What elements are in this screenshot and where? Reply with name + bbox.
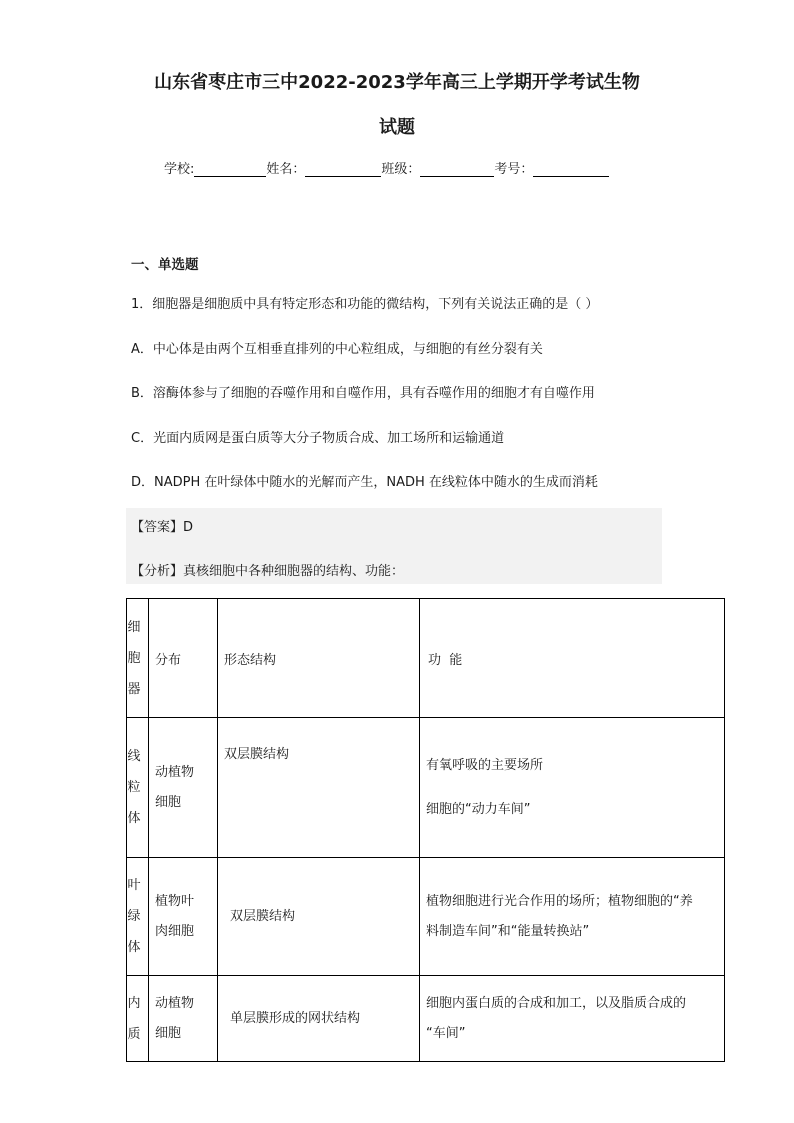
cell-structure <box>218 976 420 1062</box>
cell-organelle-text: 叶绿体 <box>127 878 141 955</box>
cell-function <box>420 718 725 858</box>
school-label: 学校: <box>164 162 195 177</box>
header-structure: 形态结构 <box>218 599 420 718</box>
cell-organelle-text: 内质 <box>127 995 141 1042</box>
question-stem: 1．细胞器是细胞质中具有特定形态和功能的微结构，下列有关说法正确的是（ ） <box>131 297 599 312</box>
option-b: B．溶酶体参与了细胞的吞噬作用和自噬作用，具有吞噬作用的细胞才有自噬作用 <box>131 386 595 401</box>
cell-distribution-text: 植物叶肉细胞 <box>155 893 195 939</box>
class-label: 班级： <box>381 162 421 177</box>
cell-structure <box>218 858 420 976</box>
cell-distribution <box>149 976 218 1062</box>
cell-function-line2: “车间” <box>426 1025 466 1041</box>
section-heading: 一、单选题 <box>131 257 199 273</box>
number-blank[interactable] <box>533 162 609 177</box>
class-blank[interactable] <box>420 162 494 177</box>
option-c: C．光面内质网是蛋白质等大分子物质合成、加工场所和运输通道 <box>131 431 505 446</box>
answer-text: 【答案】D <box>131 520 194 535</box>
name-blank[interactable] <box>305 162 381 177</box>
cell-distribution <box>149 718 218 858</box>
document-title-line2: 试题 <box>379 117 415 138</box>
cell-structure <box>218 718 420 858</box>
table-row <box>127 976 725 1062</box>
cell-organelle <box>127 976 149 1062</box>
answer-box <box>126 508 662 584</box>
name-label: 姓名： <box>266 162 306 177</box>
cell-organelle-text: 线粒体 <box>127 749 141 826</box>
cell-function <box>420 858 725 976</box>
cell-function-line1: 植物细胞进行光合作用的场所；植物细胞的“养 <box>426 893 693 909</box>
header-function: 功 能 <box>420 599 725 718</box>
cell-function <box>420 976 725 1062</box>
cell-structure-text: 单层膜形成的网状结构 <box>230 1010 361 1026</box>
analysis-text: 【分析】真核细胞中各种细胞器的结构、功能： <box>131 564 405 579</box>
organelle-table <box>126 598 725 1062</box>
cell-organelle <box>127 858 149 976</box>
cell-function-line2: 细胞的“动力车间” <box>426 801 531 817</box>
school-blank[interactable] <box>194 162 266 177</box>
cell-distribution <box>149 858 218 976</box>
header-distribution: 分布 <box>149 599 218 718</box>
header-organelle-text: 细胞器 <box>127 619 141 697</box>
cell-distribution-text: 动植物细胞 <box>155 995 195 1041</box>
number-label: 考号： <box>494 162 534 177</box>
cell-distribution-text: 动植物细胞 <box>155 764 195 810</box>
option-d: D．NADPH 在叶绿体中随水的光解而产生，NADH 在线粒体中随水的生成而消耗 <box>131 475 598 490</box>
header-organelle <box>127 599 149 718</box>
table-row <box>127 718 725 858</box>
cell-function-line2: 料制造车间”和“能量转换站” <box>426 923 590 939</box>
cell-structure-text: 双层膜结构 <box>224 747 290 762</box>
student-info-line <box>164 158 609 177</box>
document-title-line1: 山东省枣庄市三中2022-2023学年高三上学期开学考试生物 <box>154 72 640 93</box>
cell-organelle <box>127 718 149 858</box>
cell-function-line1: 有氧呼吸的主要场所 <box>426 757 544 773</box>
table-header-row <box>127 599 725 718</box>
cell-structure-text: 双层膜结构 <box>230 908 296 924</box>
cell-function-line1: 细胞内蛋白质的合成和加工，以及脂质合成的 <box>426 995 687 1011</box>
option-a: A．中心体是由两个互相垂直排列的中心粒组成，与细胞的有丝分裂有关 <box>131 342 543 357</box>
table-row <box>127 858 725 976</box>
